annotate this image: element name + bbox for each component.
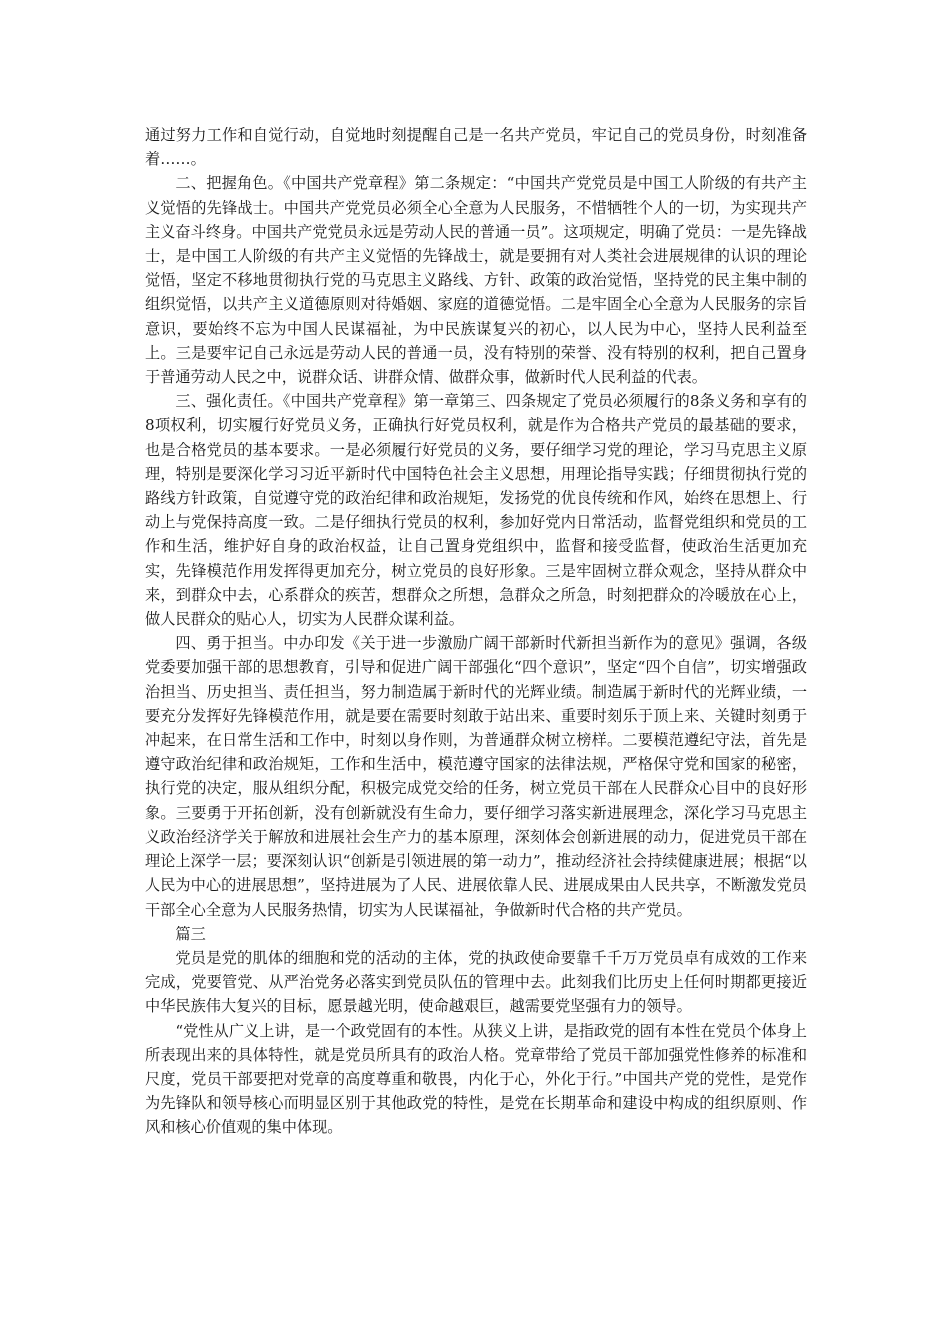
paragraph-grasp-role: 二、把握角色。《中国共产党章程》第二条规定：“中国共产党党员是中国工人阶级的有共产主义觉悟的先锋战士。中国共产党党员必须全心全意为人民服务，不惜牺牲个人的一切，为实现共产主义奋斗终身。中国共产党党员永远是劳动人民的普通一员”。这项规定，明确了党员：一是先锋战士，是中国工人阶级的有共产主义觉悟的先锋战士，就是要拥有对人类社会进展规律的认识的理论觉悟，坚定不移地贯彻执行党的马克思主义路线、方针、政策的政治觉悟，坚持党的民主集中制的组织觉悟，以共产主义道德原则对待婚姻、家庭的道德觉悟。二是牢固全心全意为人民服务的宗旨意识，要始终不忘为中国人民谋福祉，为中民族谋复兴的初心，以人民为中心，坚持人民利益至上。三是要牢记自己永远是劳动人民的普通一员，没有特别的荣誉、没有特别的权利，把自己置身于普通劳动人民之中，说群众话、讲群众情、做群众事，做新时代人民利益的代表。: [145, 174, 807, 387]
paragraph-strengthen-responsibility: 三、强化责任。《中国共产党章程》第一章第三、四条规定了党员必须履行的8条义务和享有的8项权利，切实履行好党员义务，正确执行好党员权利，就是作为合格共产党员的最基础的要求，也是合格党员的基本要求。一是必须履行好党员的义务，要仔细学习党的理论，学习马克思主义原理，特别是要深化学习习近平新时代中国特色社会主义思想，用理论指导实践；仔细贯彻执行党的路线方针政策，自觉遵守党的政治纪律和政治规矩，发扬党的优良传统和作风，始终在思想上、行动上与党保持高度一致。二是仔细执行党员的权利，参加好党内日常活动，监督党组织和党员的工作和生活，维护好自身的政治权益，让自己置身党组织中，监督和接受监督，使政治生活更加充实，先锋模范作用发挥得更加充分，树立党员的良好形象。三是牢固树立群众观念，坚持从群众中来，到群众中去，心系群众的疾苦，想群众之所想，急群众之所急，时刻把群众的冷暖放在心上，做人民群众的贴心人，切实为人民群众谋利益。: [145, 392, 807, 629]
paragraph-party-spirit: “党性从广义上讲，是一个政党固有的本性。从狭义上讲，是指政党的固有本性在党员个体身上所表现出来的具体特性，就是党员所具有的政治人格。党章带给了党员干部加强党性修养的标准和尺度，党员干部要把对党章的高度尊重和敬畏，内化于心，外化于行。”中国共产党的党性，是党作为先锋队和领导核心而明显区别于其他政党的特性，是党在长期革命和建设中构成的组织原则、作风和核心价值观的集中体现。: [145, 1021, 807, 1137]
paragraph-take-responsibility: 四、勇于担当。中办印发《关于进一步激励广阔干部新时代新担当新作为的意见》强调，各级党委要加强干部的思想教育，引导和促进广阔干部强化“四个意识”，坚定“四个自信”，切实增强政治担当、历史担当、责任担当，努力制造属于新时代的光辉业绩。制造属于新时代的光辉业绩，一要充分发挥好先锋模范作用，就是要在需要时刻敢于站出来、重要时刻乐于顶上来、关键时刻勇于冲起来，在日常生活和工作中，时刻以身作则，为普通群众树立榜样。二要模范遵纪守法，首先是遵守政治纪律和政治规矩，工作和生活中，模范遵守国家的法律法规，严格保守党和国家的秘密，执行党的决定，服从组织分配，积极完成党交给的任务，树立党员干部在人民群众心目中的良好形象。三要勇于开拓创新，没有创新就没有生命力，要仔细学习落实新进展理念，深化学习马克思主义政治经济学关于解放和进展社会生产力的基本原理，深刻体会创新进展的动力，促进党员干部在理论上深学一层；要深刻认识“创新是引领进展的第一动力”，推动经济社会持续健康进展；根据“以人民为中心的进展思想”，坚持进展为了人民、进展依靠人民、进展成果由人民共享，不断激发党员干部全心全意为人民服务热情，切实为人民谋福祉，争做新时代合格的共产党员。: [145, 634, 807, 919]
section-heading-part-three: 篇三: [175, 924, 206, 943]
paragraph-party-members: 党员是党的肌体的细胞和党的活动的主体，党的执政使命要靠千千万万党员卓有成效的工作来完成，党要管党、从严治党务必落实到党员队伍的管理中去。此刻我们比历史上任何时期都更接近中华民族伟大复兴的目标，愿景越光明，使命越艰巨，越需要党坚强有力的领导。: [145, 948, 807, 1016]
paragraph-continuation: 通过努力工作和自觉行动，自觉地时刻提醒自己是一名共产党员，牢记自己的党员身份，时刻准备着……。: [145, 126, 807, 169]
document-body: [145, 123, 807, 1140]
